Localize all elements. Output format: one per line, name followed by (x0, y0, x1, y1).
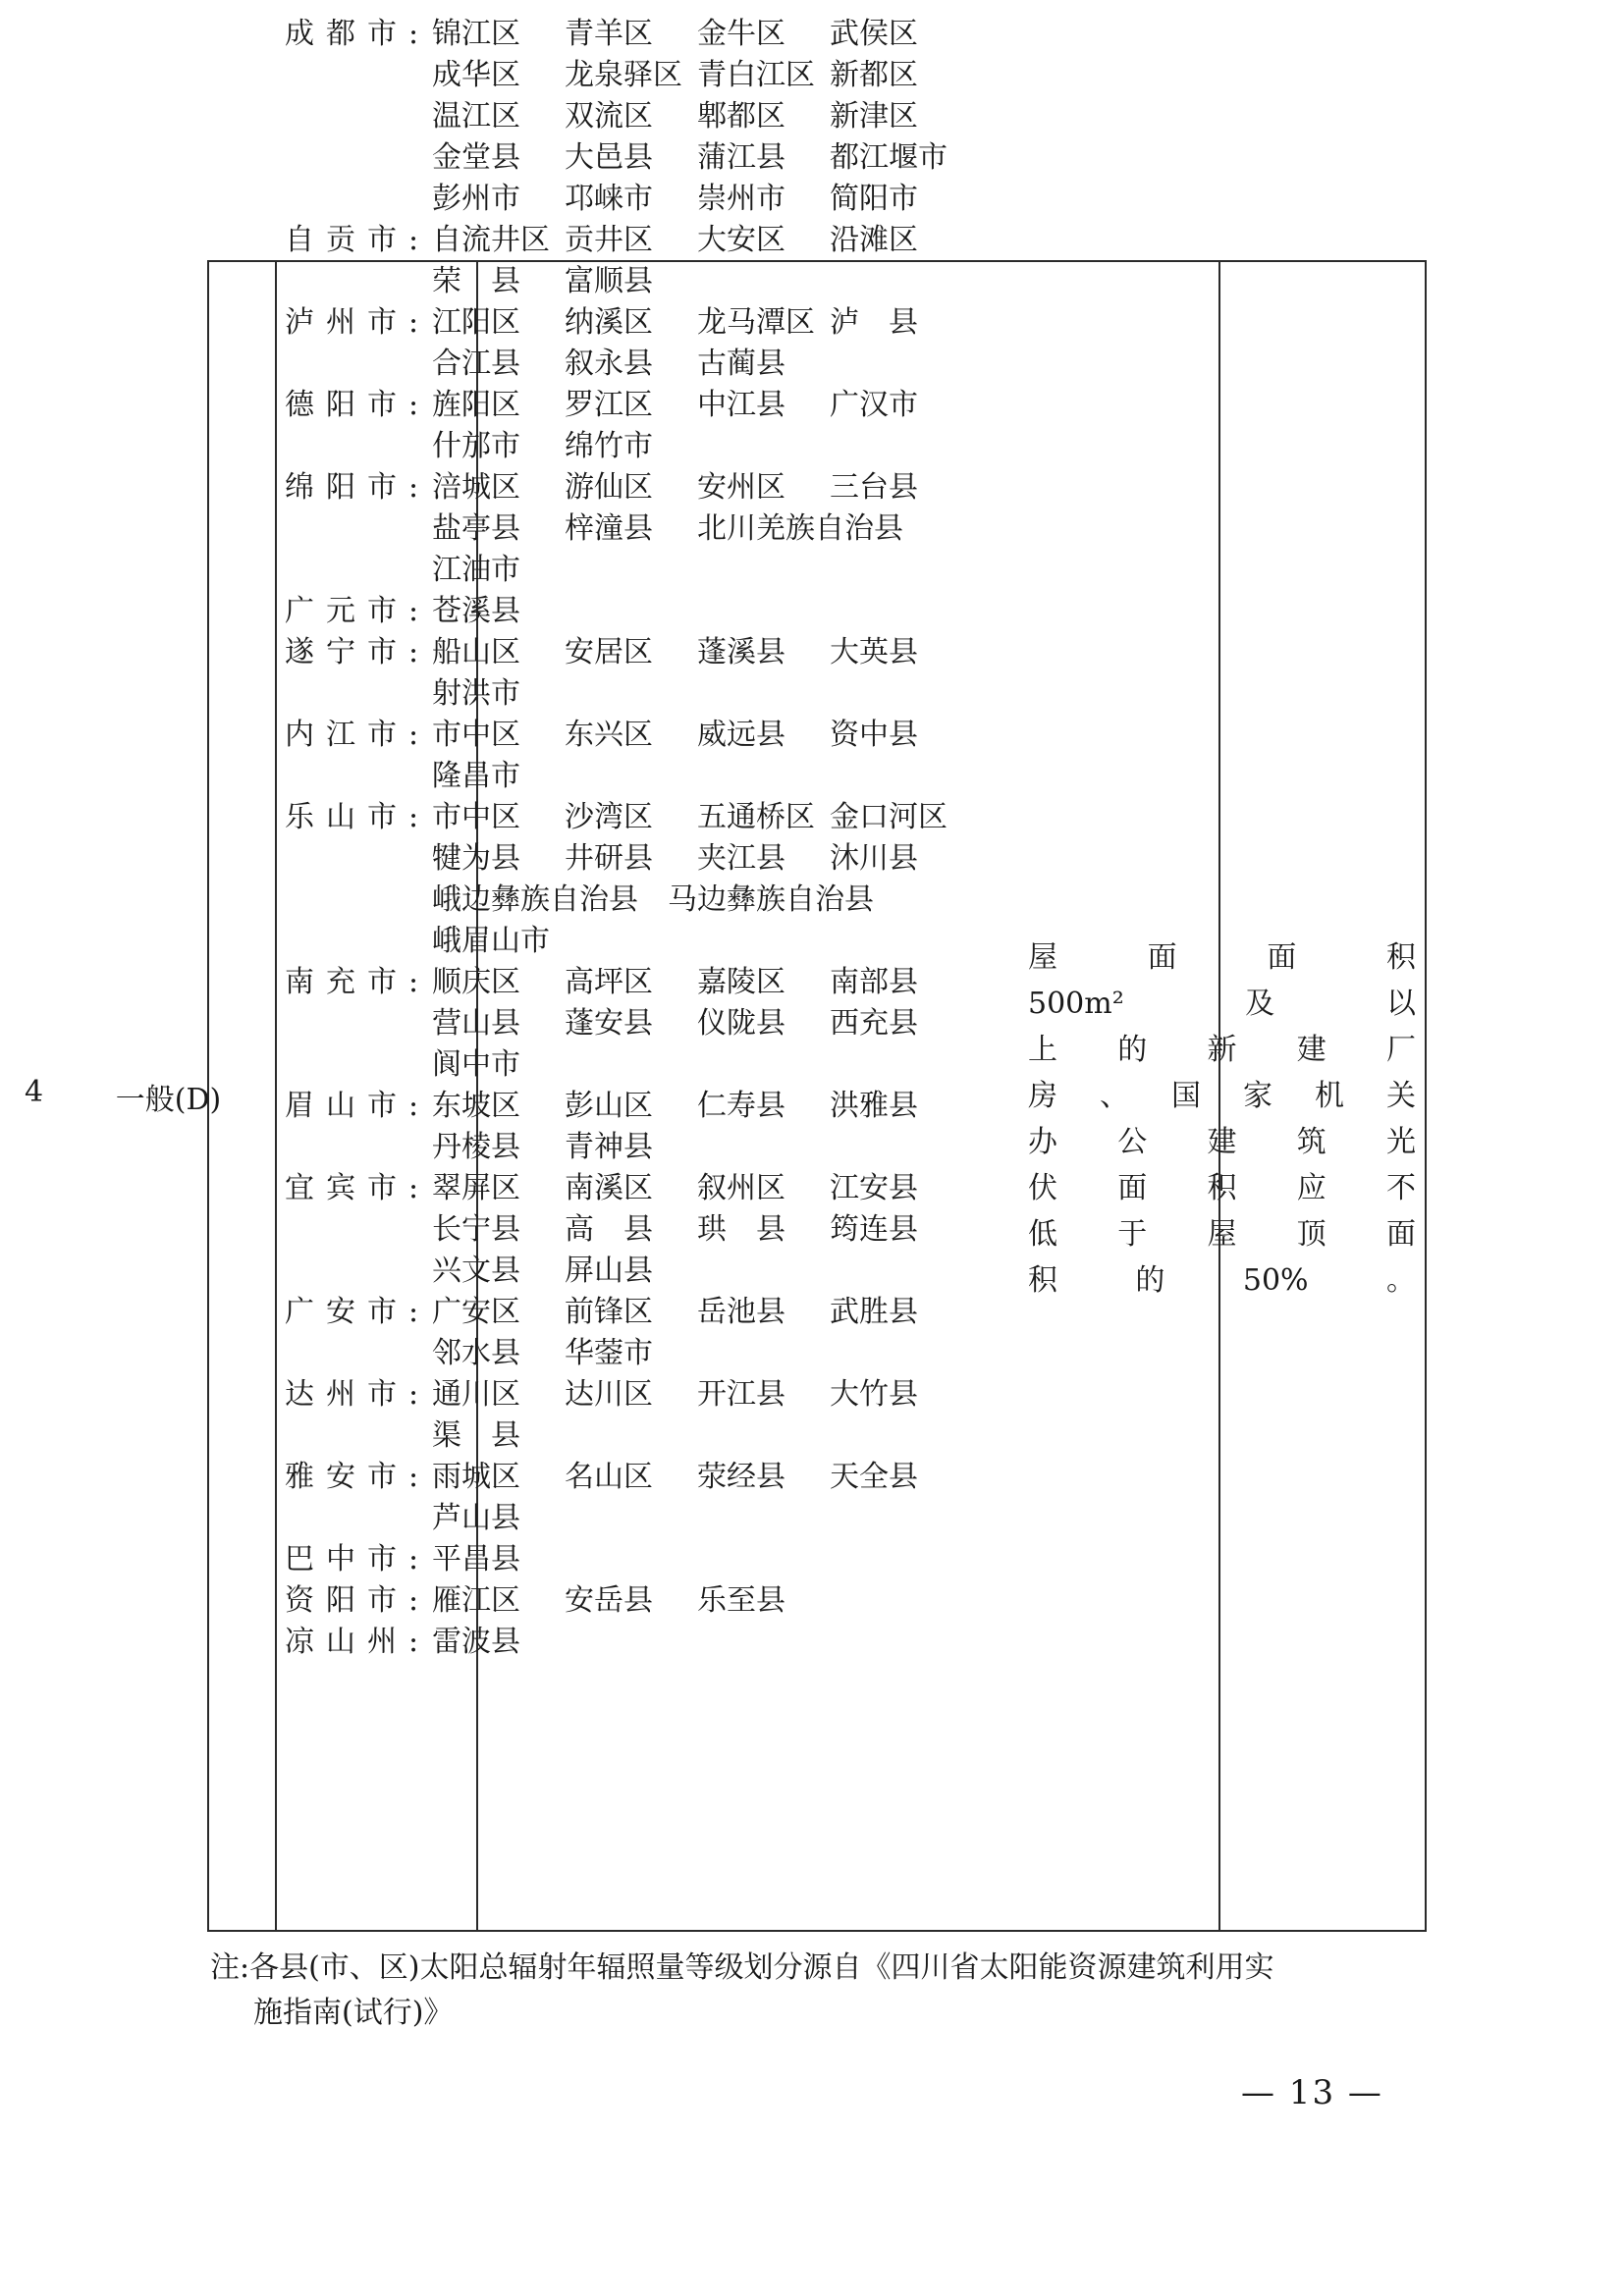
district-name: 泸 县 (830, 305, 918, 340)
district-list (432, 1168, 962, 1209)
region-row (285, 1333, 1011, 1374)
district-name: 乐至县 (697, 1583, 785, 1618)
district-name: 叙州区 (697, 1171, 785, 1205)
requirement-line: 办公建筑光 (1028, 1125, 1416, 1159)
city-name: 广元市: (285, 594, 431, 628)
region-row (285, 426, 1011, 467)
district-name: 沙湾区 (565, 800, 653, 834)
district-name: 双流区 (565, 99, 653, 133)
region-row (285, 756, 1011, 797)
district-name: 翠屏区 (432, 1171, 520, 1205)
district-name: 武侯区 (830, 17, 918, 51)
district-name: 金堂县 (432, 140, 520, 175)
city-name (285, 1251, 432, 1292)
region-row (285, 179, 1011, 220)
district-name: 简阳市 (830, 182, 918, 216)
region-row (285, 1415, 1011, 1457)
district-name: 涪城区 (432, 470, 520, 505)
district-list (432, 673, 565, 715)
note-line-2: 施指南(试行)》 (253, 1996, 454, 2030)
region-row (285, 962, 1011, 1003)
district-name: 威远县 (697, 718, 785, 752)
requirement-line: 房、国家机关 (1028, 1079, 1416, 1113)
region-row (285, 220, 1011, 261)
district-name: 彭山区 (565, 1089, 653, 1123)
region-row (285, 1580, 1011, 1622)
region-row (285, 385, 1011, 426)
district-name: 龙马潭区 (697, 305, 815, 340)
district-list (432, 838, 962, 880)
district-name: 通川区 (432, 1377, 520, 1412)
district-list (432, 880, 903, 921)
district-name: 嘉陵区 (697, 965, 785, 999)
city-name (285, 508, 432, 550)
district-list (432, 550, 565, 591)
district-name: 金牛区 (697, 17, 785, 51)
district-list (432, 302, 962, 344)
district-name: 纳溪区 (565, 305, 653, 340)
district-name: 高 县 (565, 1212, 653, 1247)
district-name: 市中区 (432, 718, 520, 752)
district-name: 新津区 (830, 99, 918, 133)
district-name: 五通桥区 (697, 800, 815, 834)
region-row (285, 632, 1011, 673)
district-name: 犍为县 (432, 841, 520, 876)
district-name: 沿滩区 (830, 223, 918, 257)
region-row (285, 591, 1011, 632)
district-name: 成华区 (432, 58, 520, 92)
district-list (432, 1292, 962, 1333)
district-name: 华蓥市 (565, 1336, 653, 1370)
district-name: 射洪市 (432, 676, 520, 711)
district-name: 金口河区 (830, 800, 947, 834)
city-name: 绵阳市: (285, 470, 431, 505)
region-row (285, 550, 1011, 591)
district-name: 夹江县 (697, 841, 785, 876)
district-name: 蓬安县 (565, 1006, 653, 1041)
city-name: 德阳市: (285, 388, 431, 422)
page-number: — 13 — (1241, 2073, 1383, 2112)
district-name: 西充县 (830, 1006, 918, 1041)
city-name (285, 426, 432, 467)
city-name: 乐山市: (285, 800, 431, 834)
region-row (285, 467, 1011, 508)
city-name: 内江市: (285, 718, 431, 752)
district-name: 彭州市 (432, 182, 520, 216)
district-name: 南部县 (830, 965, 918, 999)
city-name (285, 921, 432, 962)
region-row (285, 1457, 1011, 1498)
region-row (285, 1622, 1011, 1663)
district-name: 罗江区 (565, 388, 653, 422)
district-name: 中江县 (697, 388, 785, 422)
district-name: 峨眉山市 (432, 924, 550, 958)
district-name: 马边彝族自治县 (668, 882, 874, 917)
district-name: 阆中市 (432, 1047, 520, 1082)
district-name: 大邑县 (565, 140, 653, 175)
district-name: 崇州市 (697, 182, 785, 216)
region-row (285, 1086, 1011, 1127)
regions-list (285, 14, 1011, 1663)
region-row (285, 1044, 1011, 1086)
city-name (285, 96, 432, 137)
district-name: 沐川县 (830, 841, 918, 876)
district-name: 青白江区 (697, 58, 815, 92)
table-seq-cell: 4 (24, 1075, 44, 1109)
district-list (432, 1086, 962, 1127)
district-list (432, 1251, 697, 1292)
district-name: 苍溪县 (432, 594, 520, 628)
requirement-line: 伏面积应不 (1028, 1171, 1416, 1205)
city-name (285, 344, 432, 385)
city-name (285, 756, 432, 797)
district-name: 梓潼县 (565, 511, 653, 546)
city-name (285, 137, 432, 179)
district-list (432, 385, 962, 426)
city-name: 达州市: (285, 1377, 431, 1412)
district-name: 荥经县 (697, 1460, 785, 1494)
city-name: 凉山州: (285, 1625, 431, 1659)
region-row (285, 838, 1011, 880)
district-name: 芦山县 (432, 1501, 520, 1535)
city-name: 成都市: (285, 17, 431, 51)
district-name: 蓬溪县 (697, 635, 785, 669)
city-name (285, 880, 432, 921)
region-row (285, 1209, 1011, 1251)
district-list (432, 1127, 697, 1168)
district-name: 温江区 (432, 99, 520, 133)
district-name: 船山区 (432, 635, 520, 669)
city-name: 泸州市: (285, 305, 431, 340)
district-list (432, 591, 565, 632)
district-name: 雁江区 (432, 1583, 520, 1618)
district-name: 名山区 (565, 1460, 653, 1494)
district-name: 都江堰市 (830, 140, 947, 175)
city-name: 自贡市: (285, 223, 431, 257)
district-name: 江阳区 (432, 305, 520, 340)
district-name: 筠连县 (830, 1212, 918, 1247)
district-name: 北川羌族自治县 (697, 511, 903, 546)
city-name (285, 1003, 432, 1044)
district-name: 什邡市 (432, 429, 520, 463)
district-name: 江安县 (830, 1171, 918, 1205)
district-name: 隆昌市 (432, 759, 520, 793)
city-name (285, 673, 432, 715)
district-list (432, 220, 962, 261)
district-name: 龙泉驿区 (565, 58, 682, 92)
district-list (432, 426, 697, 467)
district-name: 安州区 (697, 470, 785, 505)
district-name: 蒲江县 (697, 140, 785, 175)
district-name: 安岳县 (565, 1583, 653, 1618)
district-list (432, 1622, 565, 1663)
district-name: 安居区 (565, 635, 653, 669)
district-name: 武胜县 (830, 1295, 918, 1329)
district-list (432, 96, 962, 137)
region-row (285, 1539, 1011, 1580)
city-name: 巴中市: (285, 1542, 431, 1576)
region-row (285, 508, 1011, 550)
requirement-line: 屋面面积 (1028, 940, 1416, 975)
region-row (285, 921, 1011, 962)
district-list (432, 962, 962, 1003)
district-list (432, 1044, 565, 1086)
region-row (285, 302, 1011, 344)
district-name: 大安区 (697, 223, 785, 257)
city-name (285, 838, 432, 880)
city-name: 广安市: (285, 1295, 431, 1329)
city-name (285, 1498, 432, 1539)
district-list (432, 1457, 962, 1498)
region-row (285, 1127, 1011, 1168)
city-name (285, 55, 432, 96)
district-name: 渠 县 (432, 1418, 520, 1453)
region-row (285, 1498, 1011, 1539)
region-row (285, 137, 1011, 179)
city-name (285, 1415, 432, 1457)
region-row (285, 261, 1011, 302)
district-name: 开江县 (697, 1377, 785, 1412)
district-name: 平昌县 (432, 1542, 520, 1576)
region-row (285, 715, 1011, 756)
district-list (432, 467, 962, 508)
district-list (432, 261, 697, 302)
district-name: 高坪区 (565, 965, 653, 999)
district-list (432, 508, 933, 550)
district-name: 叙永县 (565, 347, 653, 381)
district-name: 锦江区 (432, 17, 520, 51)
district-list (432, 1539, 565, 1580)
district-name: 前锋区 (565, 1295, 653, 1329)
city-name: 资阳市: (285, 1583, 431, 1618)
city-name: 眉山市: (285, 1089, 431, 1123)
city-name (285, 1209, 432, 1251)
district-name: 丹棱县 (432, 1130, 520, 1164)
region-row (285, 55, 1011, 96)
district-name: 东兴区 (565, 718, 653, 752)
district-name: 长宁县 (432, 1212, 520, 1247)
district-name: 江油市 (432, 553, 520, 587)
city-name: 雅安市: (285, 1460, 431, 1494)
district-list (432, 921, 565, 962)
region-row (285, 797, 1011, 838)
requirement-line: 低于屋顶面 (1028, 1217, 1416, 1252)
region-row (285, 1168, 1011, 1209)
district-name: 富顺县 (565, 264, 653, 298)
region-row (285, 96, 1011, 137)
district-name: 合江县 (432, 347, 520, 381)
district-name: 天全县 (830, 1460, 918, 1494)
district-name: 古蔺县 (697, 347, 785, 381)
district-list (432, 1580, 830, 1622)
city-name (285, 550, 432, 591)
district-name: 盐亭县 (432, 511, 520, 546)
note-line-1: 注:各县(市、区)太阳总辐射年辐照量等级划分源自《四川省太阳能资源建筑利用实 (210, 1950, 1274, 1985)
district-list (432, 1498, 565, 1539)
district-name: 大英县 (830, 635, 918, 669)
district-name: 青羊区 (565, 17, 653, 51)
district-name: 井研县 (565, 841, 653, 876)
district-name: 贡井区 (565, 223, 653, 257)
city-name: 遂宁市: (285, 635, 431, 669)
district-list (432, 14, 962, 55)
city-name (285, 1127, 432, 1168)
district-list (432, 1415, 565, 1457)
district-name: 仪陇县 (697, 1006, 785, 1041)
district-name: 南溪区 (565, 1171, 653, 1205)
table-grade-cell: 一般(D) (115, 1083, 222, 1117)
region-row (285, 1251, 1011, 1292)
district-name: 岳池县 (697, 1295, 785, 1329)
district-name: 兴文县 (432, 1254, 520, 1288)
region-row (285, 14, 1011, 55)
district-name: 广安区 (432, 1295, 520, 1329)
district-name: 营山县 (432, 1006, 520, 1041)
region-row (285, 344, 1011, 385)
requirement-line: 上的新建厂 (1028, 1033, 1416, 1067)
district-name: 广汉市 (830, 388, 918, 422)
district-name: 青神县 (565, 1130, 653, 1164)
district-list (432, 179, 962, 220)
district-name: 市中区 (432, 800, 520, 834)
district-name: 达川区 (565, 1377, 653, 1412)
city-name (285, 1044, 432, 1086)
district-name: 雷波县 (432, 1625, 520, 1659)
district-list (432, 715, 962, 756)
district-name: 郫都区 (697, 99, 785, 133)
district-name: 旌阳区 (432, 388, 520, 422)
district-name: 雨城区 (432, 1460, 520, 1494)
district-name: 仁寿县 (697, 1089, 785, 1123)
region-row (285, 1003, 1011, 1044)
district-name: 珙 县 (697, 1212, 785, 1247)
district-list (432, 797, 962, 838)
district-list (432, 55, 962, 96)
city-name: 南充市: (285, 965, 431, 999)
city-name (285, 1333, 432, 1374)
district-list (432, 1333, 697, 1374)
district-name: 资中县 (830, 718, 918, 752)
district-name: 洪雅县 (830, 1089, 918, 1123)
district-list (432, 1374, 962, 1415)
region-row (285, 1374, 1011, 1415)
district-name: 顺庆区 (432, 965, 520, 999)
district-name: 绵竹市 (565, 429, 653, 463)
district-name: 东坡区 (432, 1089, 520, 1123)
region-row (285, 880, 1011, 921)
district-name: 邻水县 (432, 1336, 520, 1370)
district-list (432, 137, 962, 179)
district-name: 游仙区 (565, 470, 653, 505)
requirement-line: 积的50%。 (1028, 1263, 1416, 1298)
district-list (432, 1209, 962, 1251)
city-name: 宜宾市: (285, 1171, 431, 1205)
district-name: 邛崃市 (565, 182, 653, 216)
district-name: 屏山县 (565, 1254, 653, 1288)
district-list (432, 756, 565, 797)
requirement-line: 500m² 及以 (1028, 987, 1416, 1021)
district-list (432, 1003, 962, 1044)
district-list (432, 344, 830, 385)
requirement-cell (1028, 934, 1416, 1304)
district-name: 新都区 (830, 58, 918, 92)
region-row (285, 1292, 1011, 1333)
district-name: 大竹县 (830, 1377, 918, 1412)
table-note (210, 1946, 1428, 2036)
district-name: 自流井区 (432, 223, 550, 257)
city-name (285, 179, 432, 220)
district-list (432, 632, 962, 673)
district-name: 峨边彝族自治县 (432, 882, 638, 917)
district-name: 三台县 (830, 470, 918, 505)
region-row (285, 673, 1011, 715)
district-name: 荣 县 (432, 264, 520, 298)
city-name (285, 261, 432, 302)
